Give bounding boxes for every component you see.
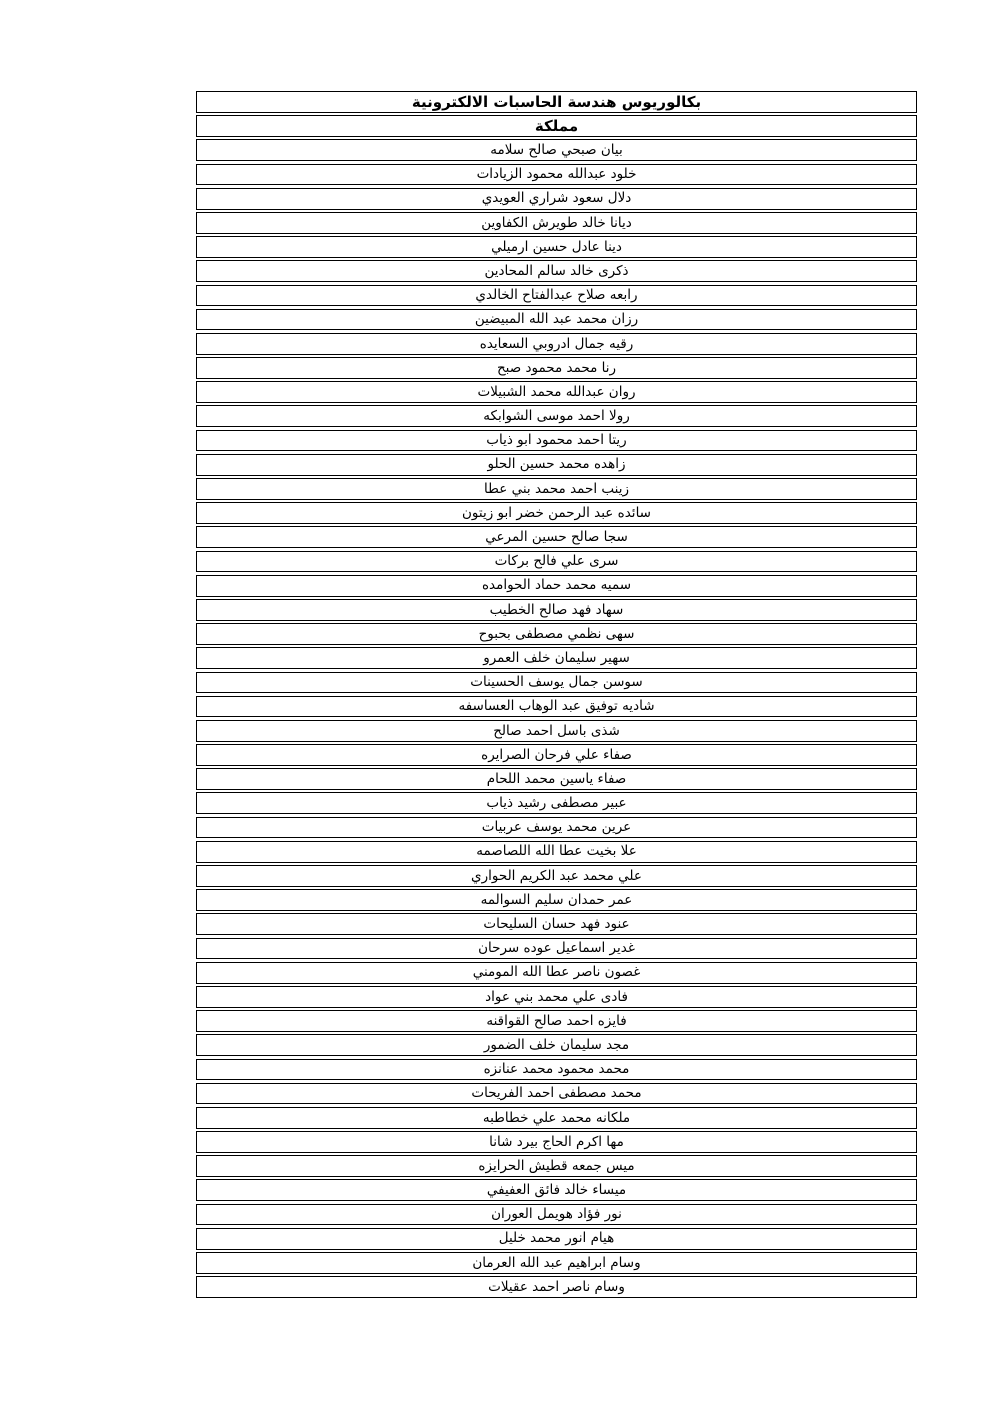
student-name: سميه محمد حماد الحوامده bbox=[481, 577, 632, 594]
table-row bbox=[196, 962, 917, 984]
table-row bbox=[196, 1059, 917, 1081]
table-row bbox=[196, 1131, 917, 1153]
student-name: سهى نظمي مصطفى بحبوح bbox=[478, 625, 635, 642]
student-name: سهير سليمان خلف العمرو bbox=[483, 649, 630, 666]
table-row bbox=[196, 672, 917, 694]
student-name: محمد محمود محمد عنانزه bbox=[483, 1061, 630, 1078]
table-row bbox=[196, 1107, 917, 1129]
table-row bbox=[196, 139, 917, 161]
student-name: وسام ابراهيم عبد الله العرمان bbox=[472, 1254, 641, 1271]
table-row bbox=[196, 986, 917, 1008]
table-row bbox=[196, 478, 917, 500]
table-row bbox=[196, 260, 917, 282]
student-name: روان عبدالله محمد الشبيلات bbox=[477, 383, 636, 400]
table-row bbox=[196, 744, 917, 766]
student-name: بيان صبحي صالح سلامه bbox=[490, 142, 623, 159]
degree-title: بكالوريوس هندسة الحاسبات الالكترونية bbox=[411, 92, 702, 111]
kingdom-label: مملكة bbox=[534, 117, 579, 136]
table-row bbox=[196, 817, 917, 839]
student-name: عمر حمدان سليم السوالمه bbox=[480, 891, 633, 908]
student-name: رزان محمد عبد الله المبيضين bbox=[474, 311, 639, 328]
table-row bbox=[196, 381, 917, 403]
student-name: رولا احمد موسى الشوابكه bbox=[483, 408, 630, 425]
table-row bbox=[196, 1204, 917, 1226]
student-name: سجا صالح حسين المرعي bbox=[485, 529, 628, 546]
student-name: رنا محمد محمود صبح bbox=[496, 359, 617, 376]
table-row bbox=[196, 647, 917, 669]
table-row bbox=[196, 1179, 917, 1201]
table-row bbox=[196, 405, 917, 427]
student-name: ذكرى خالد سالم المحادين bbox=[484, 262, 629, 279]
table-row bbox=[196, 938, 917, 960]
table-row bbox=[196, 865, 917, 887]
table-row bbox=[196, 551, 917, 573]
student-name: علا بخيت عطا الله اللصاصمه bbox=[476, 843, 637, 860]
table-row bbox=[196, 575, 917, 597]
student-name: مجد سليمان خلف الضمور bbox=[483, 1036, 630, 1053]
student-name: رابعه صلاح عبدالفتاح الخالدي bbox=[475, 287, 638, 304]
student-name: مها اكرم الحاج بيرد شانا bbox=[489, 1133, 624, 1150]
table-row bbox=[196, 1083, 917, 1105]
student-name: رقيه جمال ادروبي السعايده bbox=[479, 335, 634, 352]
student-name: صفاء علي فرحان الصرايره bbox=[481, 746, 632, 763]
table-row bbox=[196, 1228, 917, 1250]
student-name: سوسن جمال يوسف الحسينات bbox=[470, 674, 643, 691]
student-name: خلود عبدالله محمود الزيادات bbox=[476, 166, 637, 183]
table-row bbox=[196, 1252, 917, 1274]
table-row bbox=[196, 1010, 917, 1032]
student-name: شاديه توفيق عبد الوهاب العساسفه bbox=[458, 698, 655, 715]
table-row bbox=[196, 309, 917, 331]
student-name: زاهده محمد حسين الحلو bbox=[487, 456, 626, 473]
student-name: ميساء خالد فائق العفيفي bbox=[486, 1182, 627, 1199]
table-row bbox=[196, 188, 917, 210]
student-name: محمد مصطفى احمد الفريحات bbox=[471, 1085, 642, 1102]
table-row bbox=[196, 357, 917, 379]
student-name: هيام انور محمد خليل bbox=[498, 1230, 615, 1247]
student-name: عرين محمد يوسف عربيات bbox=[481, 819, 632, 836]
graduates-table bbox=[196, 91, 917, 1300]
student-name: علي محمد عبد الكريم الحواري bbox=[471, 867, 642, 884]
table-row bbox=[196, 1155, 917, 1177]
table-row bbox=[196, 623, 917, 645]
table-row bbox=[196, 526, 917, 548]
table-row bbox=[196, 164, 917, 186]
table-row bbox=[196, 1034, 917, 1056]
table-row bbox=[196, 1276, 917, 1298]
student-name: صفاء ياسين محمد اللحام bbox=[486, 770, 627, 787]
student-name: سرى علي فالح بركات bbox=[494, 553, 619, 570]
table-row bbox=[196, 841, 917, 863]
table-row bbox=[196, 768, 917, 790]
student-name: ريتا احمد محمود ابو ذياب bbox=[486, 432, 627, 449]
student-name: سهاد فهد صالح الخطيب bbox=[489, 601, 624, 618]
table-row bbox=[196, 696, 917, 718]
student-name: سائده عبد الرحمن خضر ابو زيتون bbox=[462, 504, 651, 521]
table-header-degree bbox=[196, 91, 917, 113]
table-row bbox=[196, 720, 917, 742]
table-row bbox=[196, 792, 917, 814]
student-name: فايزه احمد صالح القواقنه bbox=[486, 1012, 627, 1029]
student-name: وسام ناصر احمد عقيلات bbox=[488, 1278, 625, 1295]
student-name: عبير مصطفى رشيد ذياب bbox=[486, 795, 627, 812]
table-row bbox=[196, 913, 917, 935]
student-name: فادى علي محمد بني عواد bbox=[485, 988, 628, 1005]
student-name: دلال سعود شراري العويدي bbox=[481, 190, 632, 207]
student-name: ميس جمعه قطيش الحرايزه bbox=[478, 1157, 635, 1174]
table-header-kingdom bbox=[196, 115, 917, 137]
table-row bbox=[196, 430, 917, 452]
student-name: ديانا خالد طويرش الكفاوين bbox=[481, 214, 632, 231]
student-name: شذى باسل احمد صالح bbox=[493, 722, 620, 739]
table-row bbox=[196, 454, 917, 476]
table-row bbox=[196, 502, 917, 524]
student-name: زينب احمد محمد بني عطا bbox=[484, 480, 629, 497]
table-row bbox=[196, 212, 917, 234]
student-name: غدير اسماعيل عوده سرحان bbox=[478, 940, 635, 957]
student-name: نور فؤاد هويمل العوران bbox=[491, 1206, 622, 1223]
table-row bbox=[196, 333, 917, 355]
names-list bbox=[196, 139, 917, 1298]
table-row bbox=[196, 599, 917, 621]
table-row bbox=[196, 285, 917, 307]
table-row bbox=[196, 236, 917, 258]
student-name: دينا عادل حسين ارميلي bbox=[491, 238, 622, 255]
table-row bbox=[196, 889, 917, 911]
student-name: غصون ناصر عطا الله المومني bbox=[472, 964, 641, 981]
student-name: عنود فهد حسان السليحات bbox=[483, 916, 630, 933]
student-name: ملكانه محمد علي خطاطبه bbox=[482, 1109, 631, 1126]
